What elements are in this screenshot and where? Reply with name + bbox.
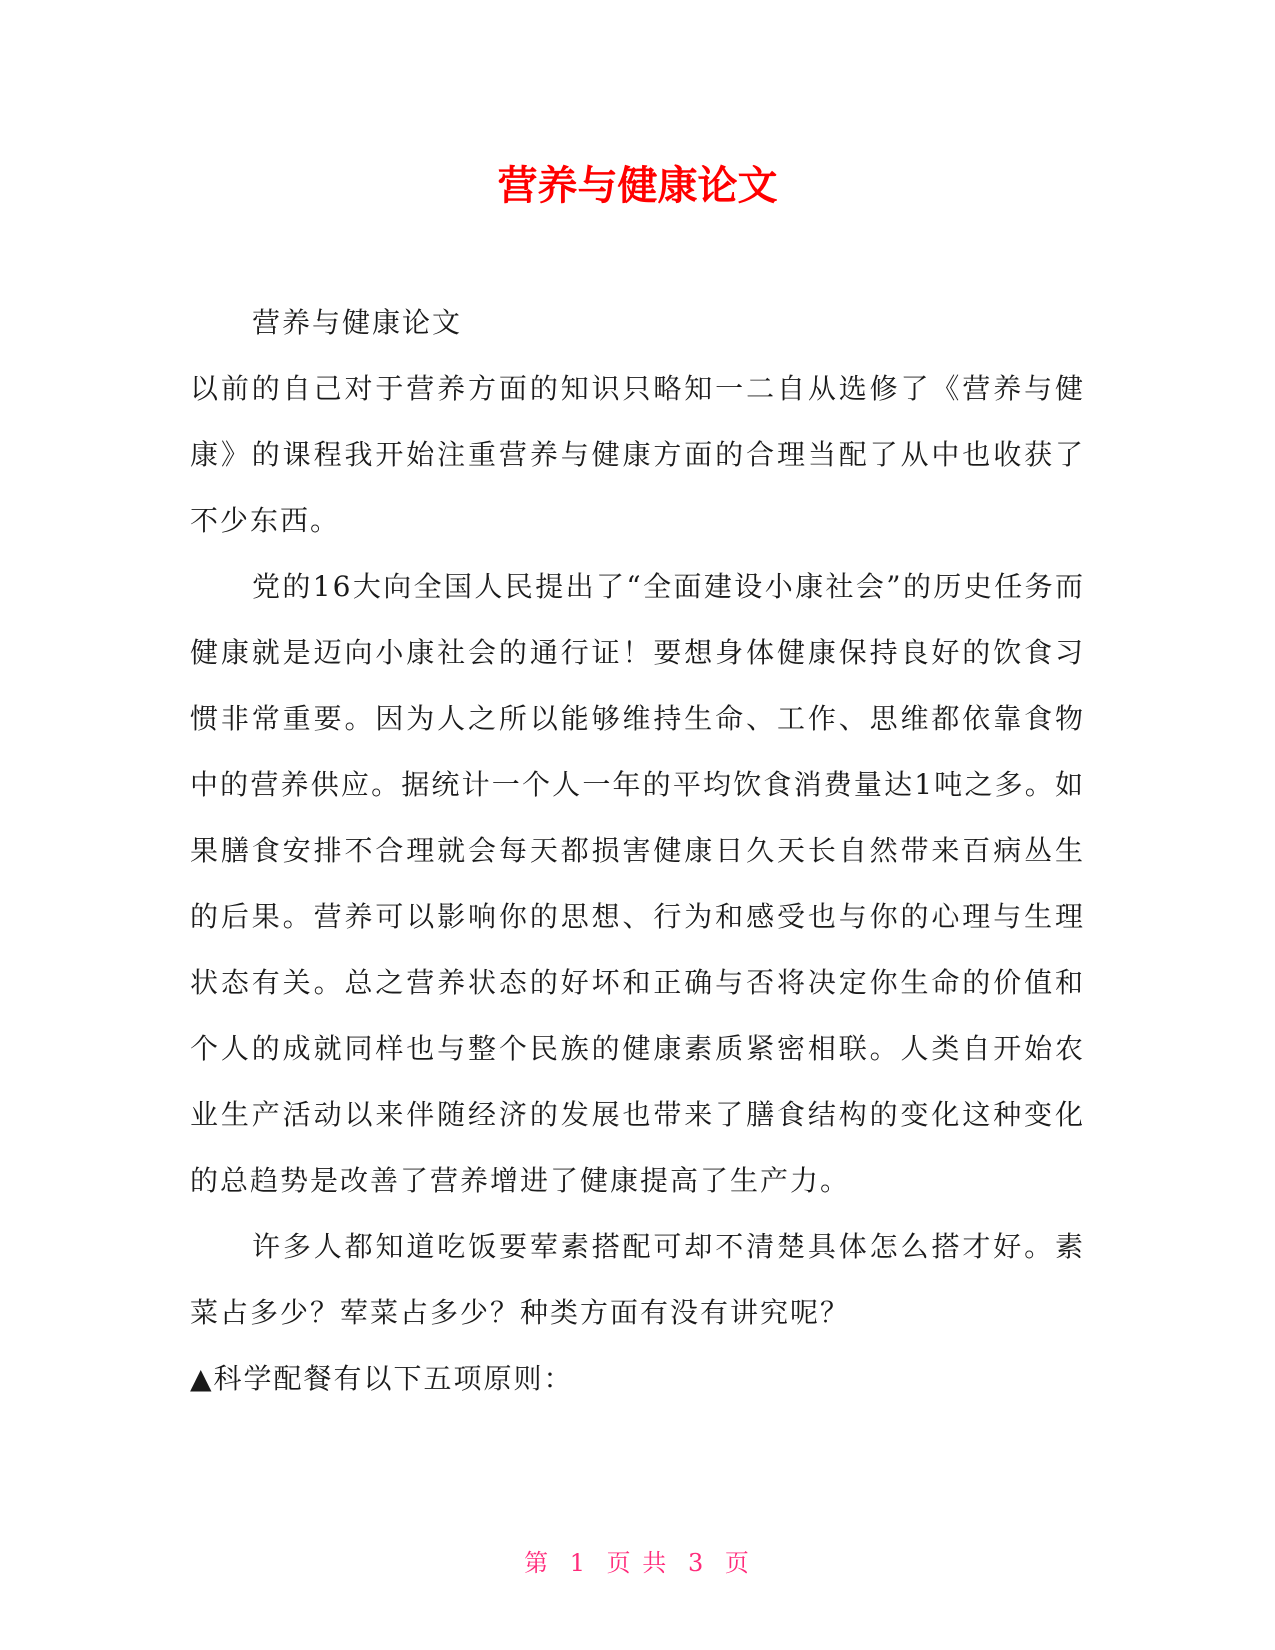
paragraph-4: ▲科学配餐有以下五项原则：	[190, 1362, 574, 1395]
paragraph-3: 许多人都知道吃饭要荤素搭配可却不清楚具体怎么搭才好。素菜占多少？荤菜占多少？种类方面有没有讲究呢？	[190, 1230, 1085, 1329]
paragraph-1: 以前的自己对于营养方面的知识只略知一二自从选修了《营养与健康》的课程我开始注重营养与健康方面的合理当配了从中也收获了不少东西。	[190, 372, 1085, 537]
document-body	[190, 290, 1085, 1412]
footer-total-pages: 3	[687, 1549, 706, 1577]
document-subtitle: 营养与健康论文	[252, 306, 463, 339]
footer-suffix: 页	[724, 1549, 751, 1577]
footer-middle: 页 共	[606, 1549, 669, 1577]
page-footer	[0, 1547, 1275, 1579]
footer-prefix: 第	[524, 1549, 551, 1577]
footer-current-page: 1	[569, 1549, 588, 1577]
document-title: 营养与健康论文	[497, 163, 778, 209]
paragraph-2: 党的16大向全国人民提出了“全面建设小康社会”的历史任务而健康就是迈向小康社会的通行证！要想身体健康保持良好的饮食习惯非常重要。因为人之所以能够维持生命、工作、思维都依靠食物中的营养供应。据统计一个人一年的平均饮食消费量达1吨之多。如果膳食安排不合理就会每天都损害健康日久天长自然带来百病丛生的后果。营养可以影响你的思想、行为和感受也与你的心理与生理状态有关。总之营养状态的好坏和正确与否将决定你生命的价值和个人的成就同样也与整个民族的健康素质紧密相联。人类自开始农业生产活动以来伴随经济的发展也带来了膳食结构的变化这种变化的总趋势是改善了营养增进了健康提高了生产力。	[190, 570, 1085, 1197]
